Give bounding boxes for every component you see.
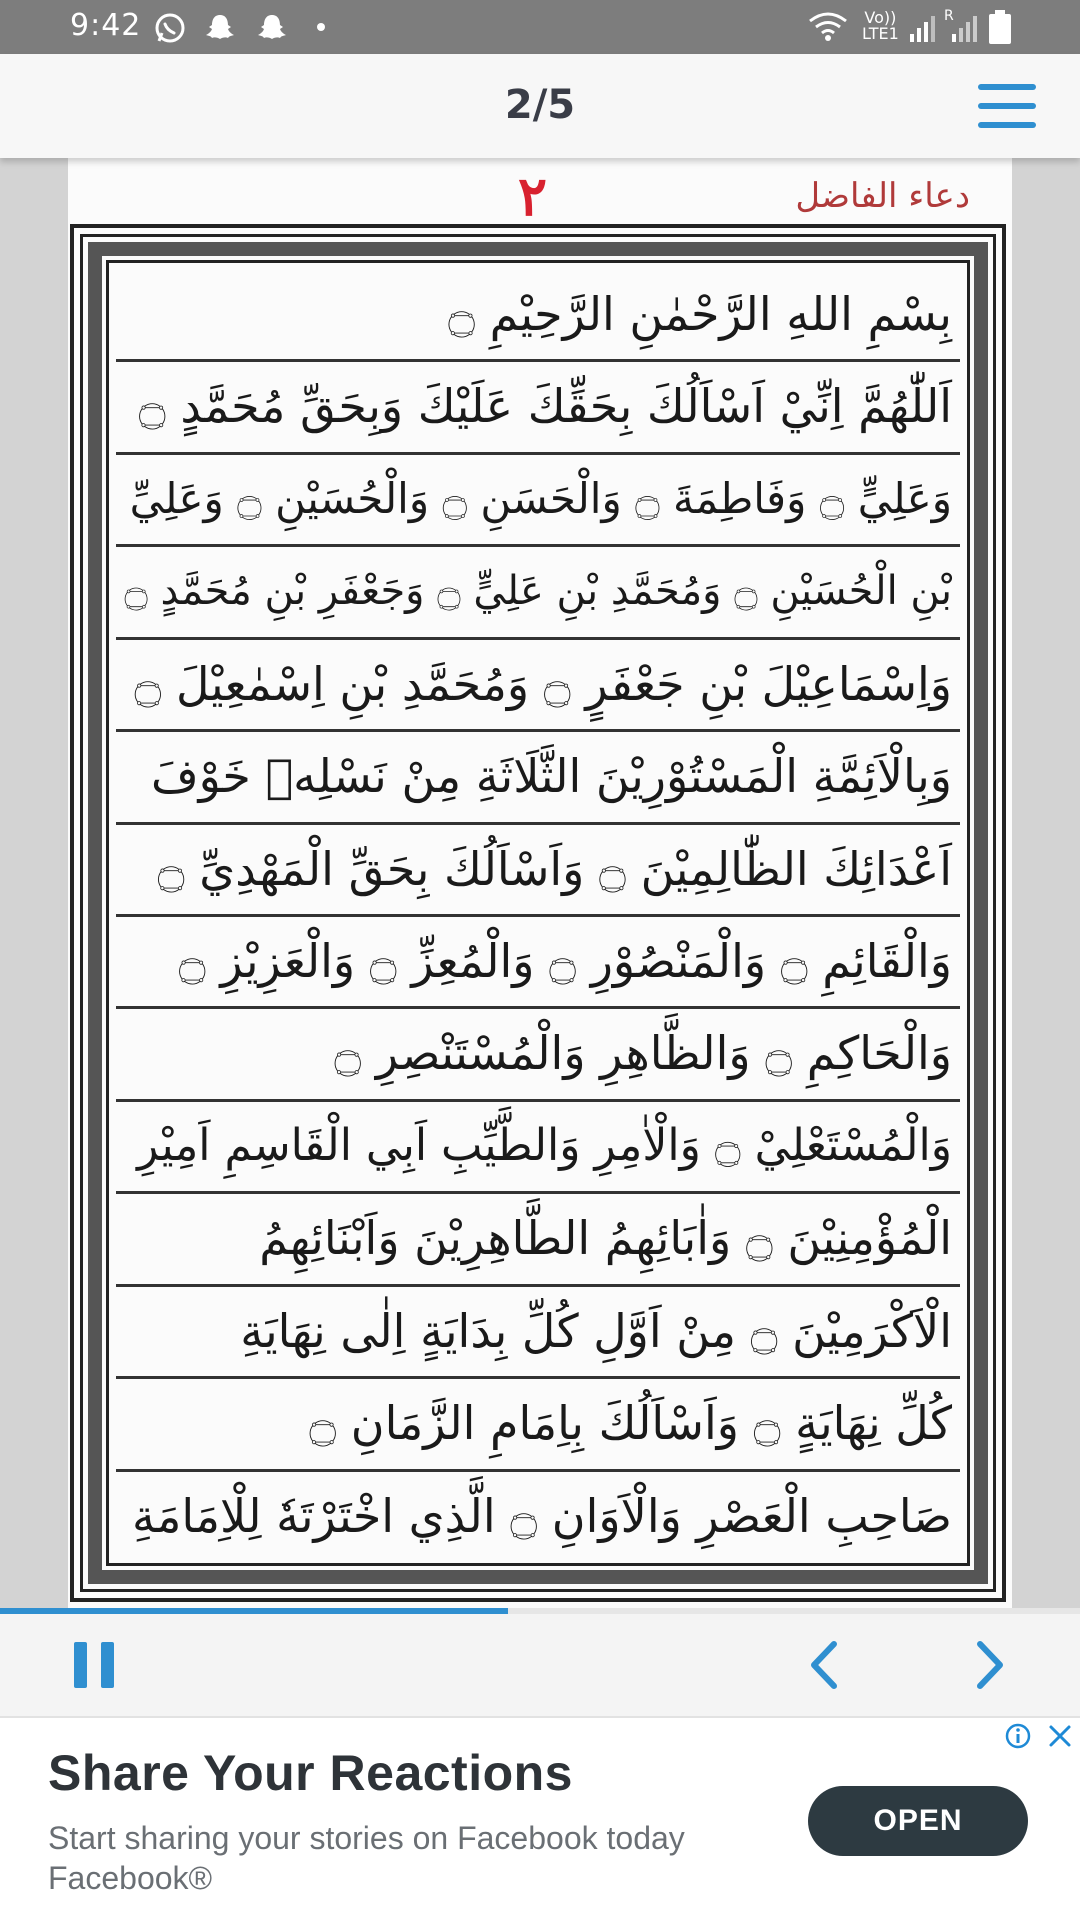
app-bar: [0, 54, 1080, 158]
page-text-line: الْاَكْرَمِيْنَ ۝ مِنْ اَوَّلِ كُلِّ بِدَايَةٍ اِلٰى نِهَايَةِ: [116, 1287, 960, 1379]
page-text-line: كُلِّ نِهَايَةٍ ۝ وَاَسْاَلُكَ بِاِمَامِ الزَّمَانِ ۝: [116, 1379, 960, 1471]
info-icon[interactable]: [1004, 1722, 1032, 1750]
page-header-title: دعاء الفاضل: [795, 176, 970, 216]
pause-icon[interactable]: [74, 1642, 114, 1688]
close-icon[interactable]: [1046, 1722, 1074, 1750]
lte-label: LTE1: [862, 24, 899, 43]
page-frame: [70, 224, 1006, 1602]
roaming-label: R: [944, 8, 954, 24]
chevron-left-icon[interactable]: [802, 1638, 846, 1692]
page-text-line: اَعْدَائِكَ الظّٰالِمِيْنَ ۝ وَاَسْاَلُكَ بِحَقِّ الْمَهْدِيِّ ۝: [116, 825, 960, 917]
snapchat-icon: [204, 12, 236, 44]
hamburger-menu-icon[interactable]: [978, 84, 1036, 130]
page-text-line: وَاِسْمَاعِيْلَ بْنِ جَعْفَرٍ ۝ وَمُحَمَّدِ بْنِ اِسْمٰعِيْلَ ۝: [116, 640, 960, 732]
ad-banner[interactable]: [0, 1716, 1080, 1922]
signal-roaming-icon: [950, 14, 980, 42]
ad-open-button[interactable]: OPEN: [808, 1786, 1028, 1856]
page-text-line: وَعَلِيٍّ ۝ وَفَاطِمَةَ ۝ وَالْحَسَنِ ۝ وَالْحُسَيْنِ ۝ وَعَلِيِّ: [116, 455, 960, 547]
page-text-line: بْنِ الْحُسَيْنِ ۝ وَمُحَمَّدِ بْنِ عَلِيٍّ ۝ وَجَعْفَرِ بْنِ مُحَمَّدٍ ۝: [116, 547, 960, 639]
page-text-line: الْمُؤْمِنِيْنَ ۝ وَاٰبَائِهِمُ الطَّاهِرِيْنَ وَاَبْنَائِهِمُ: [116, 1194, 960, 1286]
wifi-icon: [808, 10, 848, 42]
page-text-line: وَبِالْاَئِمَّةِ الْمَسْتُوْرِيْنَ الثَّلَاثَةِ مِنْ نَسْلِهٖ خَوْفَ: [116, 732, 960, 824]
battery-icon: [988, 10, 1012, 44]
page-text-line: وَالْمُسْتَعْلِيْ ۝ وَالْاٰمِرِ وَالطَّيِّبِ اَبِي الْقَاسِمِ اَمِيْرِ: [116, 1102, 960, 1194]
chevron-right-icon[interactable]: [968, 1638, 1012, 1692]
ad-description[interactable]: Start sharing your stories on Facebook today Facebook®: [48, 1820, 685, 1896]
page-text-line: صَاحِبِ الْعَصْرِ وَالْاَوَانِ ۝ الَّذِي اخْتَرْتَهٗ لِلْاِمَامَةِ: [132, 1488, 952, 1543]
scanned-page: [68, 158, 1012, 1614]
volte-icon: [862, 10, 899, 42]
page-text-line: بِسْمِ اللهِ الرَّحْمٰنِ الرَّحِيْمِ ۝: [116, 270, 960, 362]
volte-label: Vo)): [864, 8, 897, 27]
status-time: 9:42: [70, 8, 142, 43]
page-viewer[interactable]: [0, 158, 1080, 1614]
page-counter: 2/5: [504, 82, 576, 128]
snapchat-icon: [256, 12, 288, 44]
signal-icon: [908, 14, 938, 42]
page-text-line: اَللّٰهُمَّ اِنِّيْ اَسْاَلُكَ بِحَقِّكَ عَلَيْكَ وَبِحَقِّ مُحَمَّدٍ ۝: [116, 362, 960, 454]
dot-icon: [316, 22, 326, 32]
playback-controls: [0, 1614, 1080, 1716]
page-number-mark: ٢: [518, 164, 548, 228]
text-block: [116, 270, 960, 1556]
whatsapp-icon: [154, 12, 186, 44]
status-bar: [0, 0, 1080, 54]
page-text-line: وَالْحَاكِمِ ۝ وَالظَّاهِرِ وَالْمُسْتَنْصِرِ ۝: [116, 1009, 960, 1101]
page-text-line: وَالْقَائِمِ ۝ وَالْمَنْصُوْرِ ۝ وَالْمُعِزِّ ۝ وَالْعَزِيْزِ ۝: [116, 917, 960, 1009]
ad-title[interactable]: Share Your Reactions: [48, 1745, 573, 1801]
